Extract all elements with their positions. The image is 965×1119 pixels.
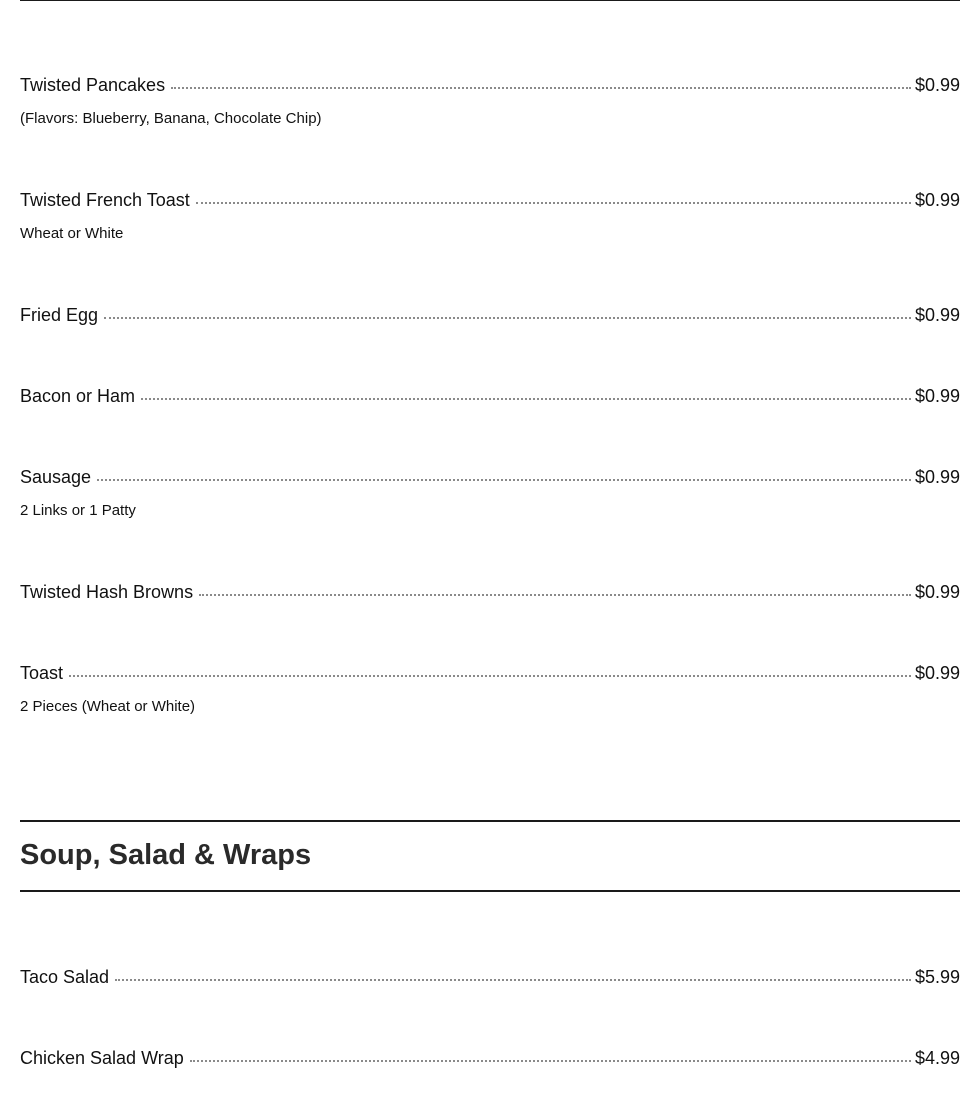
dot-leader	[171, 87, 911, 89]
menu-item-line	[20, 303, 960, 327]
menu-item-price: $0.99	[914, 663, 960, 683]
menu-item-name: Chicken Salad Wrap	[20, 1048, 184, 1068]
section-title: Soup, Salad & Wraps	[20, 839, 312, 871]
menu-item-line	[20, 188, 960, 212]
menu-item-description: (Flavors: Blueberry, Banana, Chocolate Chip)	[20, 110, 322, 127]
menu-item-line	[20, 580, 960, 604]
menu-item-name: Twisted Pancakes	[20, 75, 166, 95]
dot-leader	[104, 317, 911, 319]
dot-leader	[190, 1060, 911, 1062]
menu-item	[20, 965, 960, 989]
menu-page	[20, 0, 960, 1119]
menu-item-description: 2 Pieces (Wheat or White)	[20, 698, 196, 715]
menu-item	[20, 661, 960, 717]
menu-item-line	[20, 1046, 960, 1070]
section-divider-top	[20, 820, 960, 822]
menu-item-line	[20, 465, 960, 489]
menu-item	[20, 580, 960, 604]
menu-item-price: $0.99	[914, 467, 960, 487]
menu-item-price: $0.99	[914, 305, 960, 325]
dot-leader	[141, 398, 911, 400]
menu-item-name: Bacon or Ham	[20, 386, 136, 406]
menu-item-description: Wheat or White	[20, 225, 124, 242]
menu-item-line	[20, 965, 960, 989]
menu-item	[20, 73, 960, 129]
menu-item	[20, 384, 960, 408]
dot-leader	[69, 675, 911, 677]
menu-item	[20, 188, 960, 244]
menu-item-price: $0.99	[914, 582, 960, 602]
top-divider	[20, 0, 960, 1]
menu-item-name: Sausage	[20, 467, 92, 487]
dot-leader	[196, 202, 911, 204]
menu-item	[20, 1046, 960, 1070]
menu-item-line	[20, 73, 960, 97]
menu-item-price: $5.99	[914, 967, 960, 987]
menu-item-name: Toast	[20, 663, 64, 683]
menu-item-price: $0.99	[914, 386, 960, 406]
menu-item-price: $0.99	[914, 190, 960, 210]
dot-leader	[199, 594, 911, 596]
menu-item-line	[20, 661, 960, 685]
dot-leader	[115, 979, 911, 981]
menu-item-name: Fried Egg	[20, 305, 99, 325]
menu-item-price: $4.99	[914, 1048, 960, 1068]
menu-item	[20, 303, 960, 327]
menu-item	[20, 465, 960, 521]
menu-item-description: 2 Links or 1 Patty	[20, 502, 136, 519]
menu-item-name: Twisted Hash Browns	[20, 582, 194, 602]
menu-item-line	[20, 384, 960, 408]
menu-item-name: Twisted French Toast	[20, 190, 190, 210]
menu-item-name: Taco Salad	[20, 967, 110, 987]
section-divider-bottom	[20, 890, 960, 892]
dot-leader	[97, 479, 911, 481]
menu-item-price: $0.99	[914, 75, 960, 95]
